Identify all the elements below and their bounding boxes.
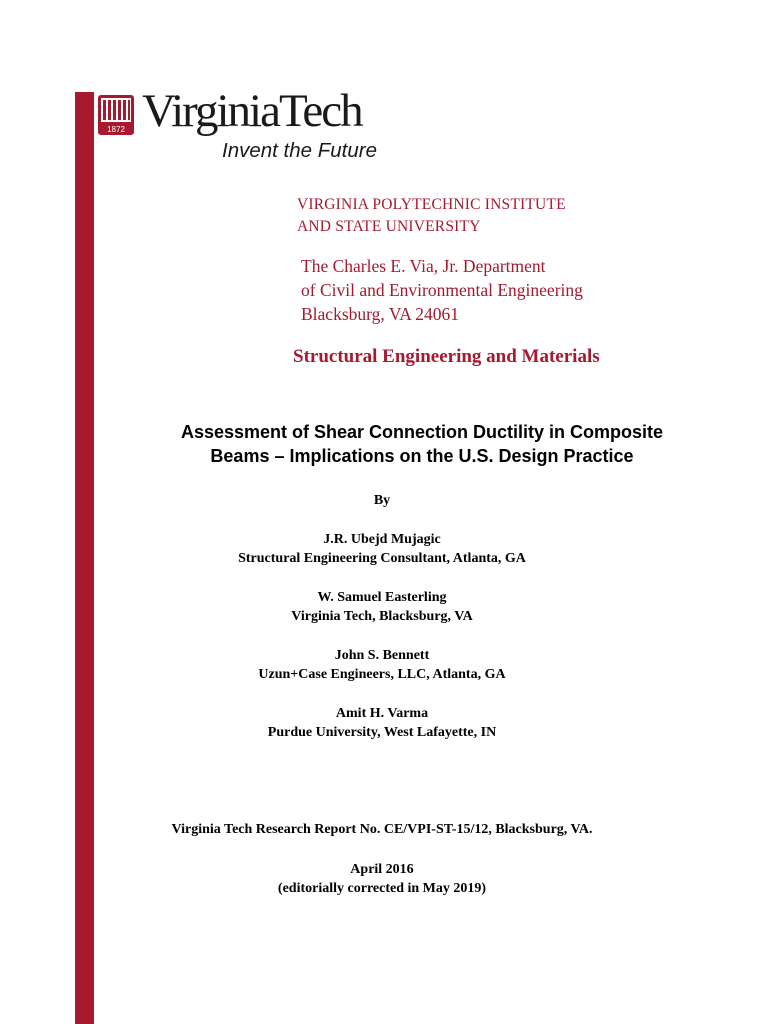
author-affiliation: Structural Engineering Consultant, Atlanta, GA [238,551,526,566]
author-affiliation: Uzun+Case Engineers, LLC, Atlanta, GA [258,667,506,682]
program-heading: Structural Engineering and Materials [293,346,600,367]
title-line-2: Beams – Implications on the U.S. Design Practice [210,446,634,466]
report-title [96,420,748,468]
author-affiliation: Purdue University, West Lafayette, IN [267,725,497,740]
author-name: W. Samuel Easterling [317,590,447,605]
author-name: Amit H. Varma [335,706,429,721]
author-block [96,704,668,742]
department-line-1: The Charles E. Via, Jr. Department [301,256,546,276]
red-margin-bar [75,92,94,1024]
department-line-3: Blacksburg, VA 24061 [301,304,460,324]
department-address [301,254,583,326]
by-label: By [373,493,391,508]
author-affiliation: Virginia Tech, Blacksburg, VA [291,609,473,624]
report-date: April 2016 [350,862,414,877]
author-name: John S. Bennett [334,648,430,663]
author-block [96,646,668,684]
vt-emblem-icon [98,95,134,135]
logo-year: 1872 [107,125,125,134]
department-line-2: of Civil and Environmental Engineering [301,280,583,300]
logo-wordmark: VirginiaTech [142,85,362,137]
title-line-1: Assessment of Shear Connection Ductility in Composite [180,422,664,442]
logo-tagline: Invent the Future [222,139,377,162]
institution-line-1: VIRGINIA POLYTECHNIC INSTITUTE [297,196,566,213]
author-block [96,588,668,626]
date-block [96,860,668,898]
virginia-tech-logo [98,85,398,164]
author-name: J.R. Ubejd Mujagic [323,532,441,547]
author-block [96,530,668,568]
institution-name [297,194,566,238]
report-number: Virginia Tech Research Report No. CE/VPI-ST-15/12, Blacksburg, VA. [171,822,593,837]
institution-line-2: AND STATE UNIVERSITY [297,218,481,235]
correction-note: (editorially corrected in May 2019) [277,881,487,896]
